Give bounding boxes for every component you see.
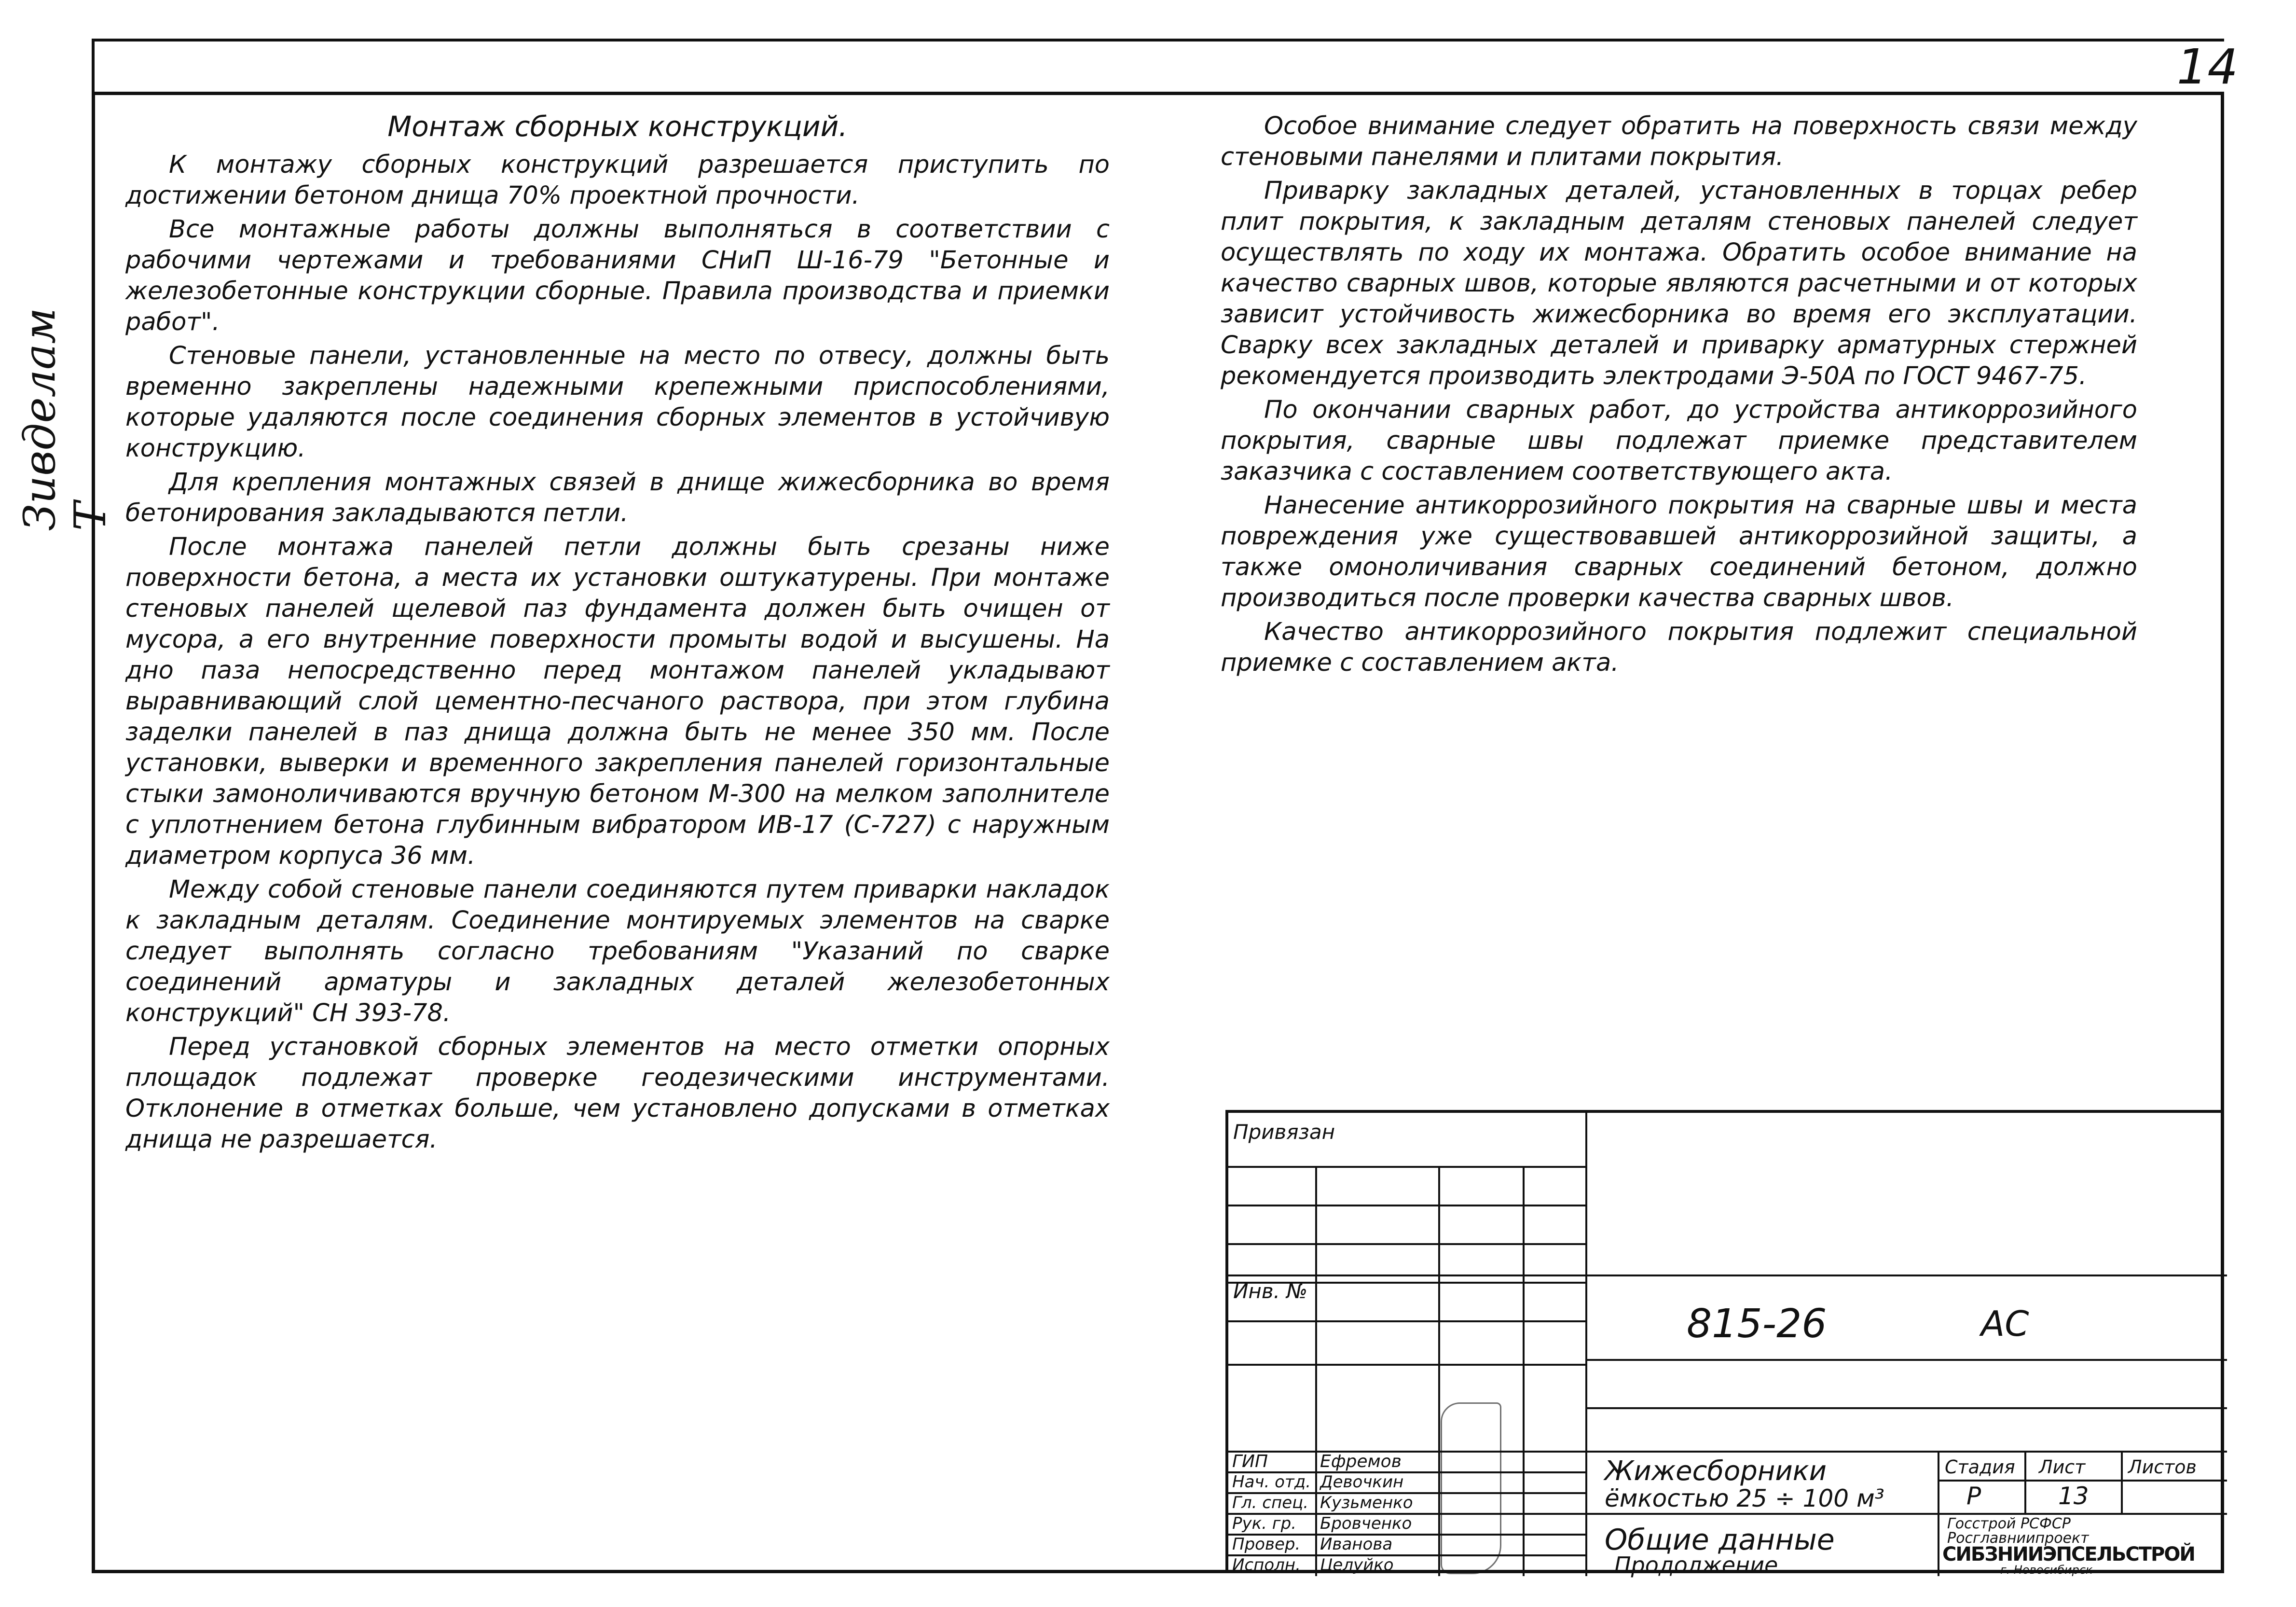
sheet-value: 13 <box>2058 1482 2089 1510</box>
inv-no-label: Инв. № <box>1233 1279 1308 1303</box>
top-border-line <box>92 39 2224 42</box>
tb-line <box>1585 1113 1587 1576</box>
org-line-4: г. Новосибирск <box>2000 1563 2093 1577</box>
left-text-column <box>125 111 1110 1158</box>
staff-role: Исполн. <box>1232 1555 1301 1575</box>
paragraph: Стеновые панели, установленные на место по отвесу, должны быть временно закреплены надежными крепежными приспособлениями, которые удаляются после соединения сборных элементов в устойчивую конструкцию. <box>125 342 1110 463</box>
staff-role: ГИП <box>1232 1452 1268 1471</box>
object-name-line-1: Жижесборники <box>1605 1455 1827 1487</box>
org-line-2: Росглавниипроект <box>1947 1530 2089 1547</box>
tb-line <box>1228 1166 1585 1168</box>
paragraph: Для крепления монтажных связей в днище жижесборника во время бетонирования закладываются петли. <box>125 468 1110 527</box>
tb-line <box>1315 1166 1317 1576</box>
paragraph: После монтажа панелей петли должны быть срезаны ниже поверхности бетона, а места их установки оштукатурены. При монтаже стеновых панелей щелевой паз фундамента должен быть очищен от мусора, а его внутренние поверхности промыты водой и высушены. На дно паза непосредственно перед монтажом панелей укладывают выравнивающий слой цементно-песчаного раствора, при этом глубина заделки панелей в паз днища должна быть не менее 350 мм. После установки, выверки и временного закрепления панелей горизонтальные стыки замоноличиваются вручную бетоном М-300 на мелком заполнителе с уплотнением бетона глубинным вибратором ИВ-17 (С-727) с наружным диаметром корпуса 36 мм. <box>125 533 1110 870</box>
staff-name: Целуйко <box>1320 1555 1394 1575</box>
paragraph: Между собой стеновые панели соединяются путем приварки накладок к закладным деталям. Соединение монтируемых элементов на сварке следует выполнять согласно требованиям "Указаний по сварке соединений арматуры и закладных деталей железобетонных конструкций" СН 393-78. <box>125 875 1110 1027</box>
object-name-line-2: ёмкостью 25 ÷ 100 м³ <box>1605 1484 1884 1512</box>
staff-role: Рук. гр. <box>1232 1514 1297 1533</box>
paragraph: Нанесение антикоррозийного покрытия на сварные швы и места повреждения уже существовавшей антикоррозийной защиты, а также омоноличивания сварных соединений бетоном, должно производиться после проверки качества сварных швов. <box>1221 491 2137 612</box>
staff-name: Иванова <box>1320 1535 1393 1554</box>
tb-line <box>1938 1451 1939 1576</box>
section-heading: Монтаж сборных конструкций. <box>387 110 848 143</box>
project-code: 815-26 <box>1687 1301 1827 1347</box>
section-code: АС <box>1981 1303 2029 1344</box>
tb-line <box>1585 1407 2227 1409</box>
staff-name: Ефремов <box>1320 1452 1402 1471</box>
paragraph: Качество антикоррозийного покрытия подлежит специальной приемке с составлением акта. <box>1221 618 2137 677</box>
paragraph: По окончании сварных работ, до устройства антикоррозийного покрытия, сварные швы подлежат приемке представителем заказчика с составлением соответствующего акта. <box>1221 396 2137 486</box>
signatures-scribble <box>1441 1402 1501 1574</box>
tb-line <box>1585 1359 2227 1361</box>
tb-line <box>1228 1320 1585 1322</box>
side-annotation: Зивделам Т <box>14 307 116 531</box>
tb-line <box>1938 1480 2227 1482</box>
right-text-column <box>1221 111 2137 681</box>
sheets-header: Листов <box>2128 1456 2197 1478</box>
tb-line <box>2121 1451 2123 1513</box>
paragraph: Все монтажные работы должны выполняться в соответствии с рабочими чертежами и требованиями СНиП Ш-16-79 "Бетонные и железобетонные конструкции сборные. Правила производства и приемки работ". <box>125 215 1110 336</box>
tb-line <box>1228 1275 2227 1276</box>
sheet-header: Лист <box>2039 1456 2086 1478</box>
title-block <box>1225 1110 2224 1578</box>
tb-line <box>1523 1166 1525 1576</box>
paragraph: Особое внимание следует обратить на поверхность связи между стеновыми панелями и плитами покрытия. <box>1221 112 2137 171</box>
org-line-3: СИБЗНИИЭПСЕЛЬСТРОЙ <box>1942 1543 2195 1565</box>
staff-role: Нач. отд. <box>1232 1472 1311 1492</box>
staff-name: Кузьменко <box>1320 1493 1413 1512</box>
staff-role: Провер. <box>1232 1535 1301 1554</box>
org-line-1: Госстрой РСФСР <box>1947 1515 2071 1532</box>
staff-role: Гл. спец. <box>1232 1493 1309 1512</box>
staff-name: Девочкин <box>1320 1472 1404 1492</box>
frame-left-stub <box>92 39 95 97</box>
stage-value: Р <box>1966 1482 1981 1510</box>
sheet-title-line-1: Общие данные <box>1605 1523 1835 1557</box>
stage-header: Стадия <box>1945 1456 2015 1478</box>
sheet-title-line-2: Продолжение. <box>1614 1552 1785 1578</box>
paragraph: Перед установкой сборных элементов на место отметки опорных площадок подлежат проверке геодезическими инструментами. Отклонение в отметках больше, чем установлено допусками в отметках днища не разрешается. <box>125 1033 1110 1154</box>
tb-line <box>1228 1243 1585 1245</box>
staff-name: Бровченко <box>1320 1514 1412 1533</box>
paragraph: Приварку закладных деталей, установленных в торцах ребер плит покрытия, к закладным деталям стеновых панелей следует осуществлять по ходу их монтажа. Обратить особое внимание на качество сварных швов, которые являются расчетными и от которых зависит устойчивость жижесборника во время его эксплуатации. Сварку всех закладных деталей и приварку арматурных стержней рекомендуется производить электродами Э-50А по ГОСТ 9467-75. <box>1221 177 2137 390</box>
tb-line <box>1228 1364 1585 1366</box>
tb-line <box>1228 1205 1585 1206</box>
tb-line <box>1438 1166 1440 1576</box>
sheet-number: 14 <box>2176 39 2238 95</box>
tb-line <box>2024 1451 2026 1513</box>
privyazan-label: Привязан <box>1233 1120 1335 1144</box>
paragraph: К монтажу сборных конструкций разрешается приступить по достижении бетоном днища 70% проектной прочности. <box>125 151 1110 210</box>
